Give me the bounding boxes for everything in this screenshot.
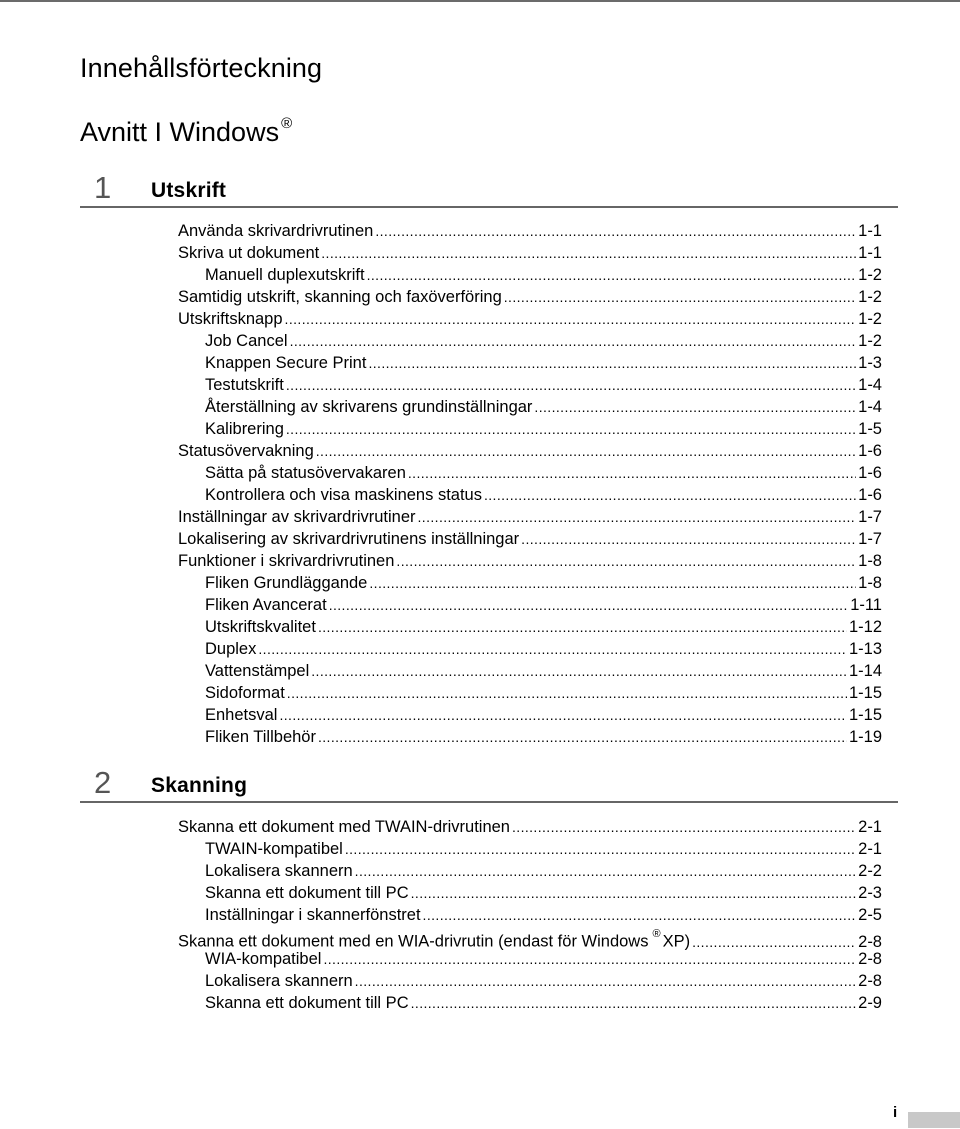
dot-leader xyxy=(375,220,856,242)
toc-page-number: 1-12 xyxy=(848,618,882,636)
toc-entry-text: Testutskrift xyxy=(205,376,284,394)
toc-entry[interactable] xyxy=(178,926,882,951)
toc-entry-text: Lokalisera skannern xyxy=(205,862,353,880)
toc-entry-text: Återställning av skrivarens grundinställningar xyxy=(205,398,533,416)
toc-entry-text: Skanna ett dokument med TWAIN-drivrutinen xyxy=(178,818,510,836)
toc-entry-title xyxy=(178,816,510,838)
toc-entry[interactable] xyxy=(178,440,882,462)
toc-entry[interactable] xyxy=(178,860,882,882)
toc-entry-text: Enhetsval xyxy=(205,706,278,724)
toc-page-number: 1-5 xyxy=(858,420,882,438)
toc-entry[interactable] xyxy=(178,418,882,440)
dot-leader xyxy=(285,308,857,330)
toc-entry[interactable] xyxy=(178,904,882,926)
toc-entry[interactable] xyxy=(178,816,882,838)
toc-entry-title xyxy=(205,726,316,748)
toc-entry-text: Job Cancel xyxy=(205,332,288,350)
toc-entry-text: Sätta på statusövervakaren xyxy=(205,464,406,482)
toc-page-number: 1-13 xyxy=(848,640,882,658)
toc-entry[interactable] xyxy=(178,594,882,616)
toc-page-number: 2-8 xyxy=(858,932,882,951)
chapter-title: Skanning xyxy=(151,774,248,797)
toc-entry-text: Kalibrering xyxy=(205,420,284,438)
registered-mark: ® xyxy=(652,928,661,940)
toc-entry-text: Fliken Avancerat xyxy=(205,596,327,614)
toc-entry-title xyxy=(205,948,321,970)
dot-leader xyxy=(367,264,857,286)
toc-page-number: 1-6 xyxy=(858,442,882,460)
toc-entry[interactable] xyxy=(178,308,882,330)
toc-entry-title xyxy=(205,264,365,286)
toc-page-number: 1-4 xyxy=(858,376,882,394)
toc-entry-title xyxy=(205,330,288,352)
toc-entry-text: Sidoformat xyxy=(205,684,285,702)
toc-entry-title xyxy=(205,682,285,704)
dot-leader xyxy=(316,440,856,462)
toc-entry[interactable] xyxy=(178,242,882,264)
toc-entry-text: TWAIN-kompatibel xyxy=(205,840,343,858)
dot-leader xyxy=(355,860,856,882)
toc-page-number: 2-9 xyxy=(858,994,882,1012)
toc-entry-title xyxy=(205,992,409,1014)
toc-entry[interactable] xyxy=(178,528,882,550)
toc-entry[interactable] xyxy=(178,550,882,572)
dot-leader xyxy=(286,418,856,440)
toc-entry-text: Funktioner i skrivardrivrutinen xyxy=(178,552,395,570)
toc-page-number: 1-14 xyxy=(848,662,882,680)
toc-entry-title xyxy=(205,660,309,682)
toc-page-number: 2-2 xyxy=(858,862,882,880)
chapter-1-header xyxy=(80,170,898,208)
toc-entry[interactable] xyxy=(178,682,882,704)
toc-entry[interactable] xyxy=(178,572,882,594)
toc-entry[interactable] xyxy=(178,506,882,528)
toc-entry[interactable] xyxy=(178,220,882,242)
toc-entry[interactable] xyxy=(178,948,882,970)
toc-entry-title xyxy=(178,242,319,264)
toc-page-number: 1-19 xyxy=(848,728,882,746)
toc-entry-text: Inställningar av skrivardrivrutiner xyxy=(178,508,416,526)
dot-leader xyxy=(396,550,856,572)
folio-bar xyxy=(908,1112,960,1128)
part-title-text: Avnitt I Windows xyxy=(80,117,280,147)
dot-leader xyxy=(287,682,847,704)
toc-entry-text: Samtidig utskrift, skanning och faxöverföring xyxy=(178,288,502,306)
dot-leader xyxy=(290,330,857,352)
toc-entry-text: Skanna ett dokument till PC xyxy=(205,994,409,1012)
toc-entry[interactable] xyxy=(178,970,882,992)
toc-page-number: 1-2 xyxy=(858,332,882,350)
toc-entry[interactable] xyxy=(178,882,882,904)
toc-entry[interactable] xyxy=(178,330,882,352)
dot-leader xyxy=(411,992,857,1014)
toc-entry-title xyxy=(205,838,343,860)
chapter-heading xyxy=(80,765,898,803)
chapter-2-header xyxy=(80,765,898,803)
toc-entry-title xyxy=(205,616,316,638)
toc-entry-title xyxy=(178,506,416,528)
toc-entry-title xyxy=(205,638,256,660)
toc-entry-title xyxy=(205,352,366,374)
page-folio: i xyxy=(893,1104,898,1121)
toc-entry[interactable] xyxy=(178,264,882,286)
toc-entry-title xyxy=(178,440,314,462)
document-title: Innehållsförteckning xyxy=(80,53,323,83)
chapter-1-entries xyxy=(178,220,882,748)
toc-entry[interactable] xyxy=(178,616,882,638)
toc-entry-title xyxy=(178,550,394,572)
toc-page-number: 1-8 xyxy=(858,552,882,570)
registered-mark: ® xyxy=(281,115,293,132)
top-rule xyxy=(0,0,960,2)
toc-entry-title xyxy=(178,528,519,550)
toc-page-number: 2-1 xyxy=(858,818,882,836)
dot-leader xyxy=(318,726,847,748)
toc-entry[interactable] xyxy=(178,484,882,506)
toc-page-number: 2-8 xyxy=(858,950,882,968)
toc-entry-text: Knappen Secure Print xyxy=(205,354,367,372)
toc-entry-title xyxy=(205,572,367,594)
dot-leader xyxy=(521,528,856,550)
toc-page-number: 1-4 xyxy=(858,398,882,416)
toc-page-number: 1-3 xyxy=(858,354,882,372)
toc-entry-text: Lokalisera skannern xyxy=(205,972,353,990)
toc-entry-text: Skriva ut dokument xyxy=(178,244,320,262)
dot-leader xyxy=(504,286,856,308)
toc-entry-text: Kontrollera och visa maskinens status xyxy=(205,486,482,504)
toc-page-number: 1-7 xyxy=(858,508,882,526)
toc-page-number: 1-11 xyxy=(850,596,882,614)
dot-leader xyxy=(345,838,856,860)
toc-entry-title xyxy=(205,594,327,616)
dot-leader xyxy=(258,638,847,660)
toc-entry-title xyxy=(205,396,532,418)
toc-page-number: 1-6 xyxy=(858,486,882,504)
toc-entry-title xyxy=(205,374,284,396)
toc-page-number: 1-7 xyxy=(858,530,882,548)
toc-page-number: 1-1 xyxy=(858,244,882,262)
dot-leader xyxy=(286,374,856,396)
chapter-number: 1 xyxy=(94,170,112,205)
toc-entry[interactable] xyxy=(178,638,882,660)
dot-leader xyxy=(411,882,857,904)
part-title xyxy=(80,117,292,148)
dot-leader xyxy=(423,904,857,926)
toc-page-number: 2-8 xyxy=(858,972,882,990)
toc-entry[interactable] xyxy=(178,838,882,860)
toc-page-number: 1-1 xyxy=(858,222,882,240)
toc-entry[interactable] xyxy=(178,286,882,308)
toc-entry-text: Fliken Grundläggande xyxy=(205,574,368,592)
dot-leader xyxy=(484,484,856,506)
dot-leader xyxy=(512,816,856,838)
toc-page-number: 1-15 xyxy=(848,684,882,702)
toc-entry-text: Lokalisering av skrivardrivrutinens inställningar xyxy=(178,530,520,548)
toc-page-number: 2-3 xyxy=(858,884,882,902)
chapter-title: Utskrift xyxy=(151,179,227,202)
toc-entry-title xyxy=(205,860,353,882)
toc-entry-title xyxy=(205,418,284,440)
toc-entry-title xyxy=(205,484,482,506)
toc-page-number: 1-2 xyxy=(858,288,882,306)
dot-leader xyxy=(355,970,856,992)
toc-page-number: 1-2 xyxy=(858,310,882,328)
toc-entry[interactable] xyxy=(178,396,882,418)
toc-entry[interactable] xyxy=(178,462,882,484)
chapter-number: 2 xyxy=(94,765,112,800)
dot-leader xyxy=(329,594,849,616)
toc-page-number: 2-5 xyxy=(858,906,882,924)
toc-entry-text: Utskriftsknapp xyxy=(178,310,283,328)
dot-leader xyxy=(321,242,856,264)
toc-entry-text: Duplex xyxy=(205,640,257,658)
toc-entry-title xyxy=(205,704,277,726)
toc-page-number: 1-15 xyxy=(848,706,882,724)
toc-page-number: 1-2 xyxy=(858,266,882,284)
dot-leader xyxy=(311,660,847,682)
toc-entry-text: Använda skrivardrivrutinen xyxy=(178,222,374,240)
chapter-heading xyxy=(80,170,898,208)
toc-entry-title xyxy=(178,308,283,330)
toc-entry[interactable] xyxy=(178,992,882,1014)
toc-entry-text: Skanna ett dokument med en WIA-drivrutin (endast för Windows xyxy=(178,932,649,951)
toc-entry[interactable] xyxy=(178,704,882,726)
chapter-2-entries xyxy=(178,816,882,1014)
toc-entry-title xyxy=(178,220,373,242)
dot-leader xyxy=(534,396,856,418)
dot-leader xyxy=(408,462,856,484)
toc-entry-text: Skanna ett dokument till PC xyxy=(205,884,409,902)
toc-entry-text: Fliken Tillbehör xyxy=(205,728,316,746)
dot-leader xyxy=(318,616,847,638)
toc-entry-text: Utskriftskvalitet xyxy=(205,618,316,636)
dot-leader xyxy=(418,506,857,528)
dot-leader xyxy=(368,352,856,374)
dot-leader xyxy=(369,572,856,594)
dot-leader xyxy=(279,704,847,726)
toc-entry-title xyxy=(178,286,502,308)
toc-entry-text-after: XP) xyxy=(662,932,691,951)
toc-entry-title xyxy=(205,970,353,992)
toc-entry[interactable] xyxy=(178,660,882,682)
dot-leader xyxy=(323,948,856,970)
toc-entry-text: Manuell duplexutskrift xyxy=(205,266,365,284)
toc-entry-text: Statusövervakning xyxy=(178,442,314,460)
toc-page-number: 1-8 xyxy=(858,574,882,592)
toc-entry-text: Vattenstämpel xyxy=(205,662,310,680)
toc-entry-text: Inställningar i skannerfönstret xyxy=(205,906,421,924)
toc-entry-text: WIA-kompatibel xyxy=(205,950,322,968)
toc-entry-title xyxy=(205,882,409,904)
toc-entry-title xyxy=(205,462,406,484)
toc-entry[interactable] xyxy=(178,374,882,396)
toc-page-number: 1-6 xyxy=(858,464,882,482)
toc-page-number: 2-1 xyxy=(858,840,882,858)
toc-entry-title xyxy=(205,904,421,926)
toc-entry[interactable] xyxy=(178,726,882,748)
toc-entry[interactable] xyxy=(178,352,882,374)
